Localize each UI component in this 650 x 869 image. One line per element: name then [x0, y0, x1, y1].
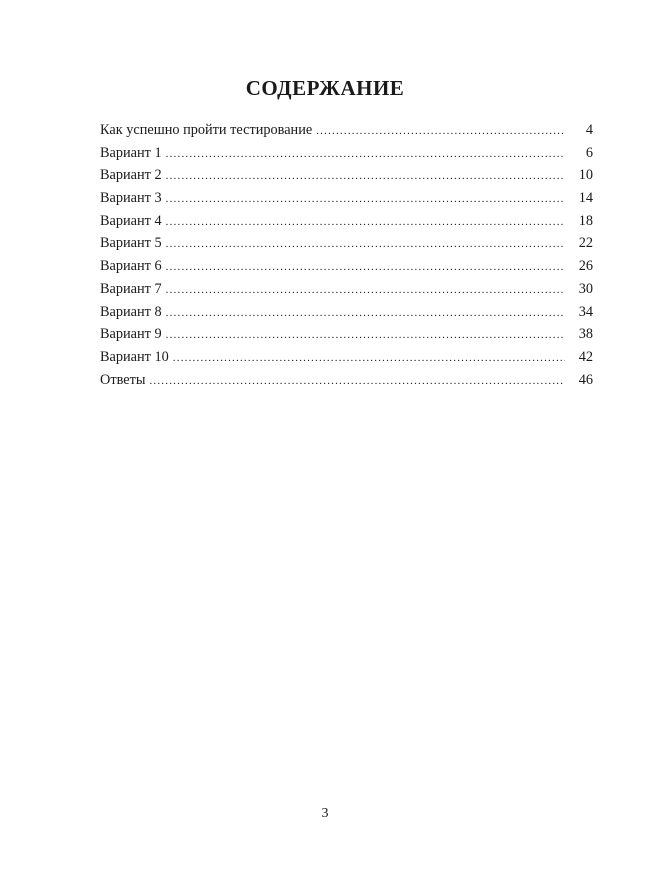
toc-entry-label: Вариант 9 — [100, 326, 162, 343]
toc-entry-label: Вариант 8 — [100, 303, 162, 320]
toc-entry-label: Вариант 6 — [100, 258, 162, 275]
toc-entry-page: 42 — [578, 348, 593, 365]
toc-entry-page: 10 — [578, 167, 593, 184]
toc-dot-leader — [166, 302, 565, 325]
toc-entry-label: Ответы — [100, 371, 146, 388]
toc-entry — [100, 232, 593, 255]
toc-entry — [100, 164, 593, 187]
toc-entry-page: 4 — [585, 122, 593, 138]
toc-entry — [100, 278, 593, 301]
toc-entry-page: 18 — [578, 212, 593, 229]
toc-dot-leader — [166, 211, 565, 234]
toc-entry-page: 38 — [578, 326, 593, 343]
toc-dot-leader — [166, 233, 565, 256]
toc-entry-page: 22 — [578, 235, 593, 252]
toc-entry-page: 30 — [578, 280, 593, 297]
toc-entry-page: 14 — [578, 190, 593, 207]
toc-entry-label: Вариант 2 — [100, 167, 162, 184]
toc-dot-leader — [166, 279, 565, 302]
toc-entry — [100, 255, 593, 278]
toc-entry-label: Вариант 7 — [100, 280, 162, 297]
toc-entry-page: 6 — [585, 144, 593, 161]
toc-entry — [100, 119, 593, 142]
toc-dot-leader — [316, 120, 565, 143]
toc-dot-leader — [166, 256, 565, 279]
toc-entry — [100, 301, 593, 324]
toc-entry-page: 26 — [578, 258, 593, 275]
page-title: СОДЕРЖАНИЕ — [245, 76, 405, 100]
toc-entry-label: Вариант 4 — [100, 212, 162, 229]
toc-dot-leader — [166, 324, 565, 347]
toc-entry-label: Вариант 3 — [100, 190, 162, 207]
page-number: 3 — [321, 806, 329, 821]
toc-entry-page: 34 — [578, 303, 593, 320]
toc-entry-label: Вариант 1 — [100, 144, 162, 161]
toc-dot-leader — [166, 165, 565, 188]
toc-entry — [100, 142, 593, 165]
toc-dot-leader — [166, 143, 565, 166]
toc-entry-label: Вариант 10 — [100, 348, 169, 365]
toc-entry — [100, 346, 593, 369]
toc-entry — [100, 369, 593, 392]
toc-entry-page: 46 — [578, 371, 593, 388]
toc-entry-label: Как успешно пройти тестирование — [100, 122, 313, 138]
toc-dot-leader — [166, 188, 565, 211]
toc-entry — [100, 323, 593, 346]
toc-entry — [100, 210, 593, 233]
toc-entry — [100, 187, 593, 210]
toc-dot-leader — [173, 347, 565, 370]
table-of-contents — [100, 119, 593, 391]
toc-entry-label: Вариант 5 — [100, 235, 162, 252]
toc-dot-leader — [149, 370, 565, 393]
